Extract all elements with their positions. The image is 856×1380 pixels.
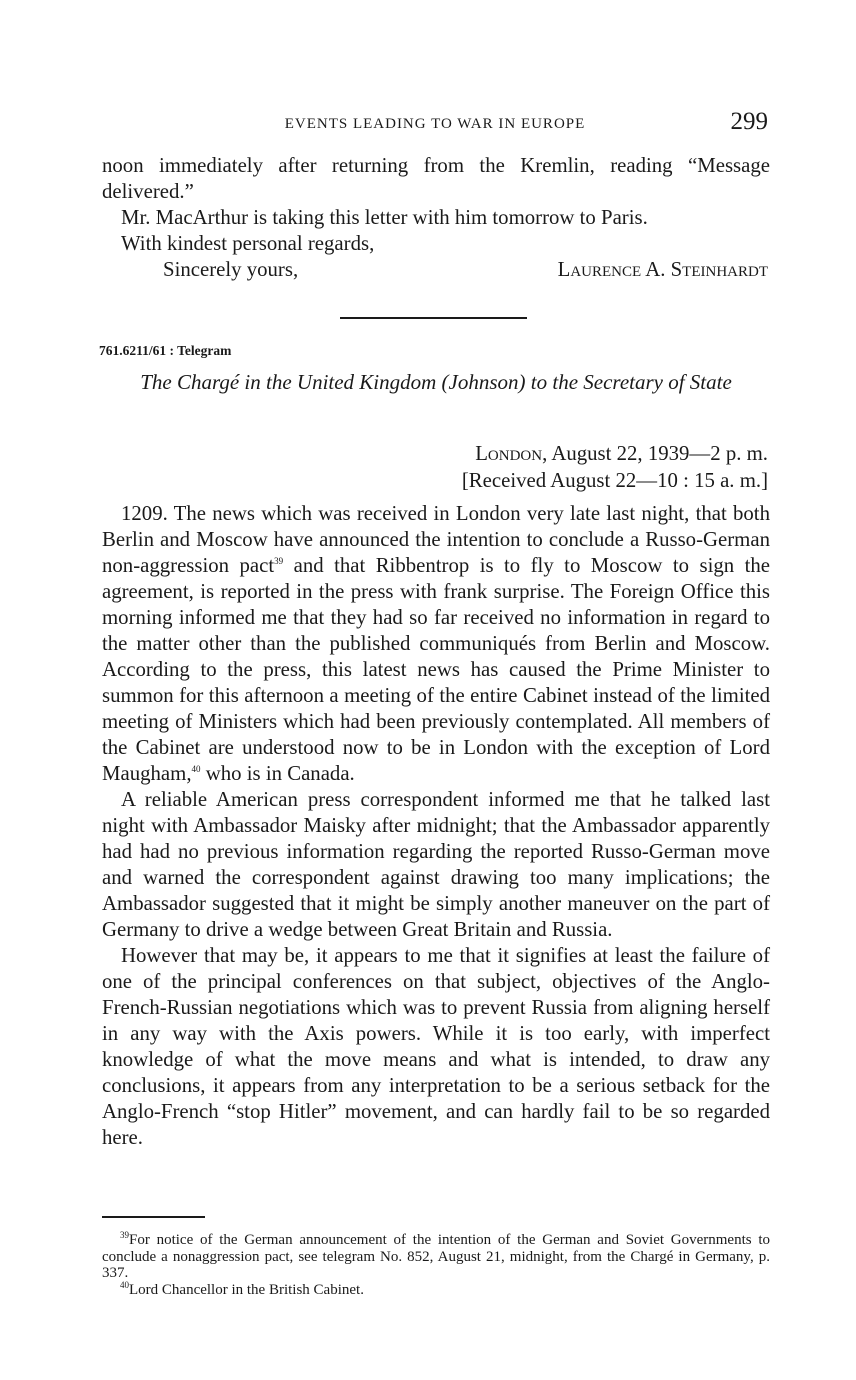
footnotes [102, 1232, 770, 1298]
telegram-body [102, 501, 770, 1151]
telegram-paragraph: However that may be, it appears to me that it signifies at least the failure of one of the principal conferences on that subject, objectives of the Anglo-French-Russian negotiations which was to prevent Russia from aligning herself in any way with the Axis powers. While it is too early, with imperfect knowledge of what the move means and what is intended, to draw any conclusions, it appears from any interpretation to be a serious setback for the Anglo-French “stop Hitler” movement, and can hardly fail to be so regarded here. [102, 944, 770, 1149]
dateline-sent [462, 440, 768, 467]
page-number: 299 [730, 108, 768, 135]
dateline-received: [Received August 22—10 : 15 a. m.] [461, 469, 768, 492]
footnote-marker: 39 [120, 1230, 129, 1240]
footnote-40 [102, 1279, 770, 1299]
footnote-marker: 40 [120, 1279, 129, 1290]
running-head [100, 108, 770, 140]
file-number: 761.6211/61 : Telegram [99, 343, 232, 358]
footnote-ref-40: 40 [191, 764, 201, 775]
footnote-ref-39: 39 [274, 556, 284, 567]
footnote-divider [102, 1216, 205, 1218]
letter-paragraph: Mr. MacArthur is taking this letter with him tomorrow to Paris. [121, 206, 648, 229]
letter-paragraph: noon immediately after returning from the Kremlin, reading “Message delivered.” [102, 154, 770, 203]
document-title: The Chargé in the United Kingdom (Johnson) to the Secretary of State [140, 370, 732, 394]
letter-continuation [102, 153, 770, 257]
dateline-date: , August 22, 1939—2 p. m. [542, 442, 768, 465]
footnote-text: For notice of the German announcement of the intention of the German and Soviet Governments to conclude a nonaggression pact, see telegram No. 852, August 21, midnight, from the Chargé in Germany, p. 337. [102, 1232, 770, 1281]
paragraph-text: who is in Canada. [200, 762, 355, 785]
letter-paragraph: With kindest personal regards, [121, 232, 375, 255]
dateline-place: London [475, 442, 543, 465]
section-divider [340, 317, 527, 319]
footnote-text: Lord Chancellor in the British Cabinet. [129, 1281, 364, 1298]
letter-closing: Sincerely yours, [163, 258, 299, 281]
paragraph-text: and that Ribbentrop is to fly to Moscow to sign the agreement, is reported in the press with frank surprise. The Foreign Office this morning informed me that they had so far received no information in regard to the matter other than the published communiqués from Berlin and Moscow. According to the press, this latest news has caused the Prime Minister to summon for this afternoon a meeting of the entire Cabinet instead of the limited meeting of Ministers which had been previously contemplated. All members of the Cabinet are understood now to be in London with the exception of Lord Maugham, [102, 554, 770, 785]
letter-signature: Laurence A. Steinhardt [557, 258, 768, 281]
paragraph-text: 1209. The news which was received in London very late last night, that both Berlin and Moscow have announced the intention to conclude a Russo-German non-aggression pact [102, 502, 770, 577]
footnote-39 [102, 1232, 770, 1282]
telegram-paragraph [102, 501, 770, 787]
telegram-paragraph: A reliable American press correspondent informed me that he talked last night with Ambassador Maisky after midnight; that the Ambassador apparently had had no previous information regarding the reported Russo-German move and warned the correspondent against drawing too many implications; the Ambassador suggested that it might be simply another maneuver on the part of Germany to drive a wedge between Great Britain and Russia. [102, 788, 770, 941]
dateline [462, 440, 768, 494]
running-title: EVENTS LEADING TO WAR IN EUROPE [284, 116, 586, 132]
